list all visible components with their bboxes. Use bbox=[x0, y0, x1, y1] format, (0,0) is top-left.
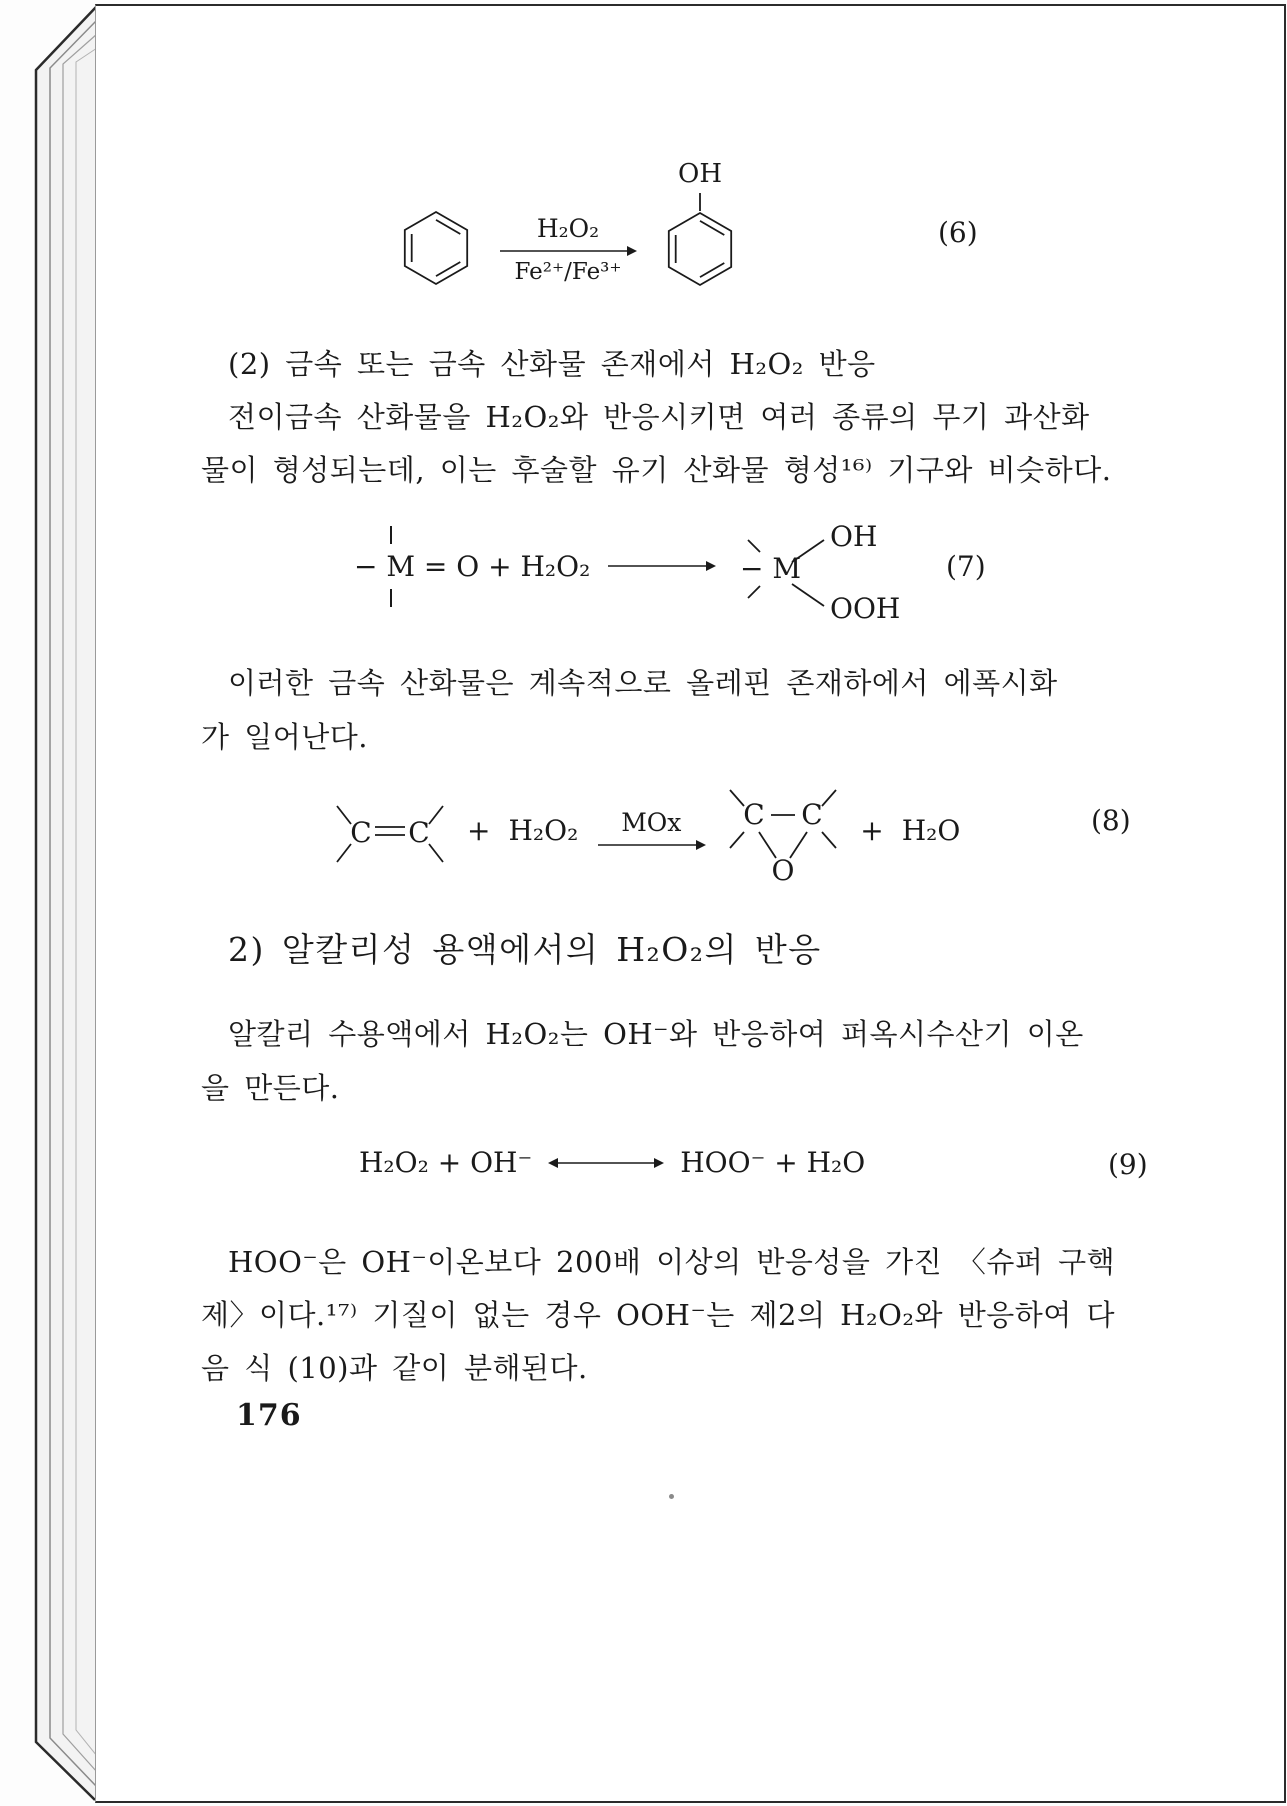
body-line: 물이 형성되는데, 이는 후술할 유기 산화물 형성¹⁶⁾ 기구와 비슷하다. bbox=[201, 453, 1112, 487]
book-page bbox=[95, 4, 1286, 1803]
body-line: HOO⁻은 OH⁻이온보다 200배 이상의 반응성을 가진 〈슈퍼 구핵 bbox=[228, 1245, 1116, 1279]
eq9-left-side: H₂O₂ + OH⁻ bbox=[359, 1146, 533, 1179]
carbon-text: C bbox=[408, 816, 430, 849]
benzene-ring-structure bbox=[396, 205, 476, 291]
body-line: 제〉이다.¹⁷⁾ 기질이 없는 경우 OOH⁻는 제2의 H₂O₂와 반응하여 다 bbox=[201, 1298, 1116, 1332]
equation-8-number: (8) bbox=[1091, 804, 1131, 837]
plus-sign: + bbox=[467, 813, 491, 847]
arrow-right-icon bbox=[596, 838, 706, 852]
body-line: 이러한 금속 산화물은 계속적으로 올레핀 존재하에서 에폭시화 bbox=[228, 666, 1058, 700]
arrow-right-icon bbox=[498, 244, 638, 258]
bond-up-tick bbox=[390, 526, 392, 544]
epoxide-structure bbox=[724, 774, 842, 886]
carbon-text: C bbox=[801, 798, 824, 831]
double-arrow-icon bbox=[546, 1156, 666, 1170]
body-line: 가 일어난다. bbox=[201, 720, 369, 754]
metal-oxo-reactant bbox=[354, 526, 590, 607]
reaction-arrow-8 bbox=[596, 808, 706, 852]
product-metal-text: − M bbox=[740, 552, 802, 585]
hydroxyl-group-label: OH bbox=[678, 159, 722, 189]
product-oh-text: OH bbox=[830, 520, 878, 553]
equation-9-number: (9) bbox=[1108, 1148, 1148, 1181]
plus-sign: + bbox=[860, 813, 884, 847]
arrow-right-icon bbox=[606, 559, 716, 573]
catalyst-above-arrow: MOx bbox=[621, 808, 682, 837]
phenol-bonds bbox=[669, 193, 731, 285]
reaction-arrow-6 bbox=[498, 214, 638, 285]
body-line: 알칼리 수용액에서 H₂O₂는 OH⁻와 반응하여 퍼옥시수산기 이온 bbox=[228, 1017, 1084, 1051]
book-page-edges-graphic bbox=[0, 0, 100, 1806]
metal-peroxo-product bbox=[732, 506, 942, 626]
equation-6-number: (6) bbox=[938, 216, 978, 249]
bond-down-tick bbox=[390, 589, 392, 607]
body-line: 을 만든다. bbox=[201, 1071, 340, 1105]
carbon-text: C bbox=[350, 816, 372, 849]
reactant-text: − M = O + H₂O₂ bbox=[354, 549, 591, 583]
page-number: 176 bbox=[236, 1398, 302, 1433]
phenol-ring-graphic bbox=[660, 191, 740, 291]
oxygen-text: O bbox=[771, 854, 795, 886]
body-line: 음 식 (10)과 같이 분해된다. bbox=[201, 1351, 588, 1385]
section-2-heading: (2) 금속 또는 금속 산화물 존재에서 H₂O₂ 반응 bbox=[228, 347, 876, 381]
byproduct-text: H₂O bbox=[901, 813, 961, 847]
benzene-bonds bbox=[405, 212, 467, 284]
equation-9 bbox=[359, 1146, 865, 1179]
eq9-right-side: HOO⁻ + H₂O bbox=[680, 1146, 866, 1179]
alkene-structure bbox=[331, 784, 449, 876]
equation-6 bbox=[396, 159, 740, 291]
equation-7 bbox=[354, 506, 942, 626]
equation-7-number: (7) bbox=[946, 550, 986, 583]
reagent-above-arrow: H₂O₂ bbox=[536, 214, 600, 243]
oxidant-text: H₂O₂ bbox=[508, 813, 579, 847]
equation-8 bbox=[331, 774, 960, 886]
product-ooh-text: OOH bbox=[830, 592, 901, 625]
phenol-structure bbox=[660, 159, 740, 291]
catalyst-below-arrow: Fe²⁺/Fe³⁺ bbox=[514, 259, 622, 285]
section-alkaline-heading: 2) 알칼리성 용액에서의 H₂O₂의 반응 bbox=[228, 930, 822, 969]
carbon-text: C bbox=[743, 798, 766, 831]
scan-artifact-dot bbox=[669, 1494, 674, 1499]
body-line: 전이금속 산화물을 H₂O₂와 반응시키면 여러 종류의 무기 과산화 bbox=[228, 400, 1090, 434]
